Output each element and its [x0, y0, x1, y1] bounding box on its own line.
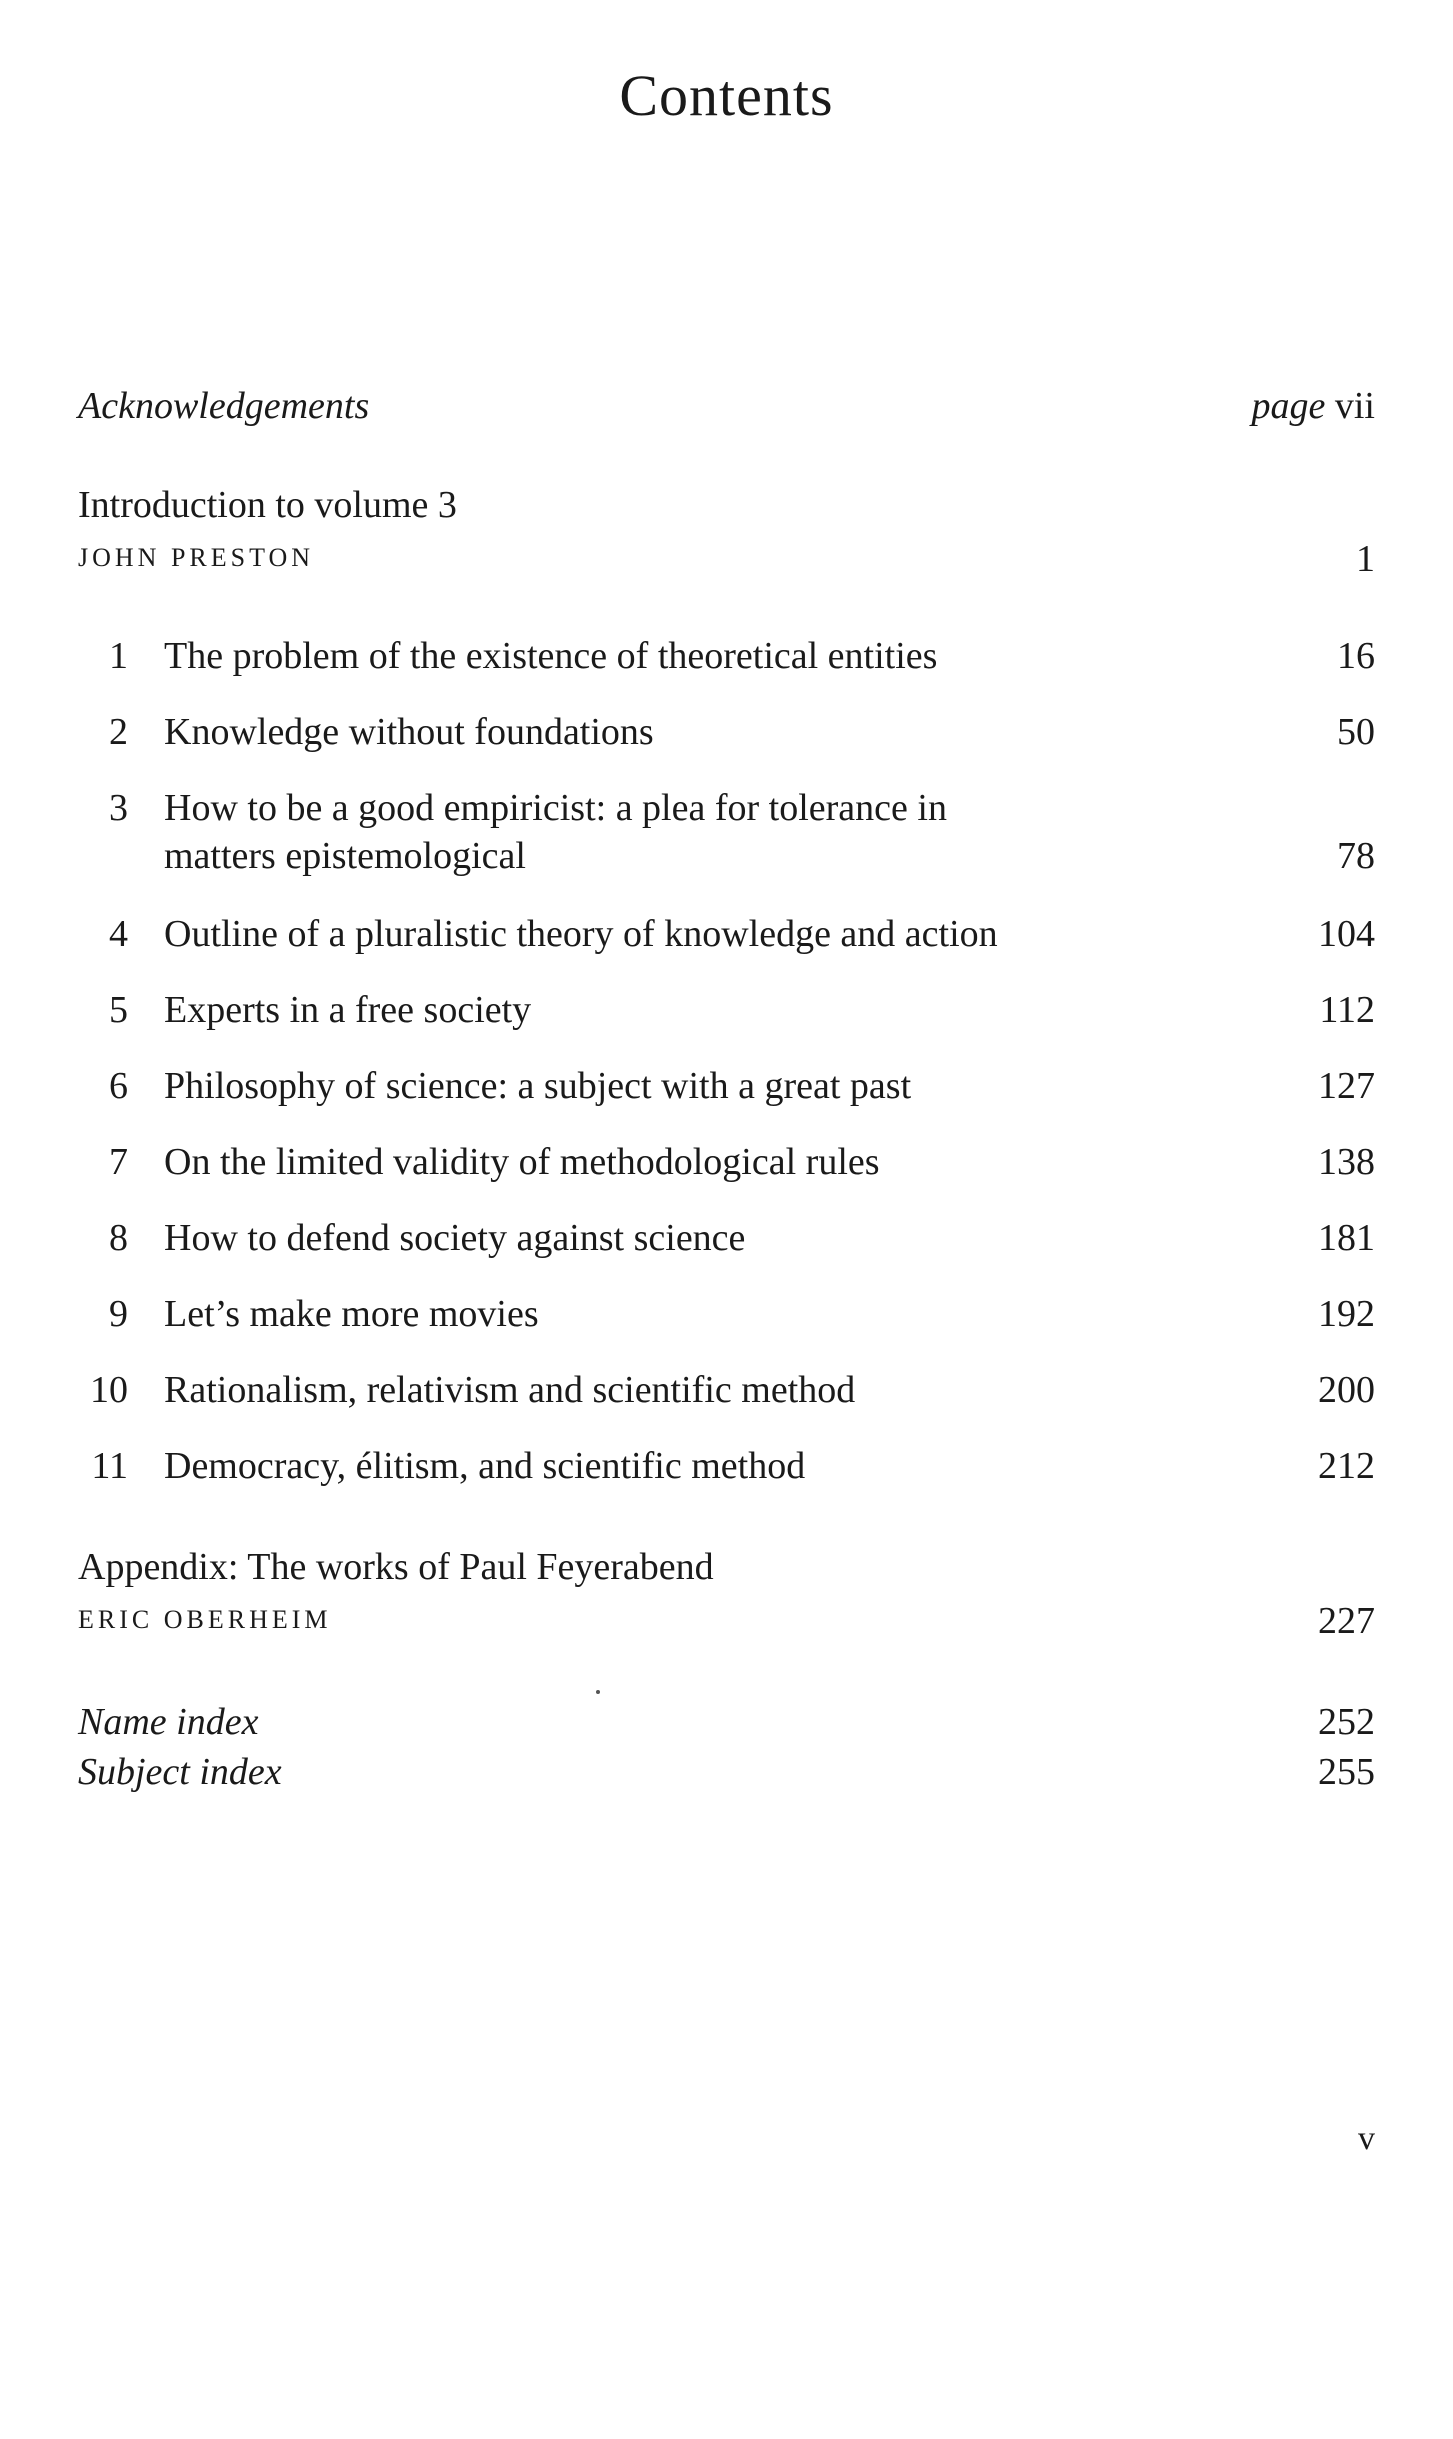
chapter-page: 200	[1318, 1369, 1375, 1411]
chapter-page: 104	[1318, 913, 1375, 955]
name-index-page: 252	[1318, 1701, 1375, 1743]
chapter-title: Experts in a free society	[164, 989, 532, 1031]
chapter-title: Knowledge without foundations	[164, 711, 654, 753]
chapter-title: Rationalism, relativism and scientific method	[164, 1369, 856, 1411]
name-index-label: Name index	[78, 1701, 259, 1743]
chapter-page: 212	[1318, 1445, 1375, 1487]
chapter-page: 78	[1337, 835, 1375, 877]
appendix-page: 227	[1318, 1600, 1375, 1642]
page-title: Contents	[619, 63, 834, 128]
chapter-title: The problem of the existence of theoretical entities	[164, 635, 938, 677]
page-prefix: page	[1251, 385, 1326, 427]
introduction-author: JOHN PRESTON	[78, 543, 315, 572]
chapter-page: 127	[1318, 1065, 1375, 1107]
chapter-page: 112	[1319, 989, 1375, 1031]
chapter-number: 1	[109, 635, 128, 677]
chapter-number: 9	[109, 1293, 128, 1335]
chapter-page: 50	[1337, 711, 1375, 753]
subject-index-label: Subject index	[78, 1751, 282, 1793]
subject-index-page: 255	[1318, 1751, 1375, 1793]
chapter-page: 16	[1337, 635, 1375, 677]
acknowledgements-label: Acknowledgements	[78, 385, 370, 427]
chapter-page: 138	[1318, 1141, 1375, 1183]
speck-mark	[596, 1690, 600, 1694]
chapter-title: Let’s make more movies	[164, 1293, 539, 1335]
chapter-page: 181	[1318, 1217, 1375, 1259]
chapter-title: Philosophy of science: a subject with a great past	[164, 1065, 912, 1107]
chapter-page: 192	[1318, 1293, 1375, 1335]
chapter-title: Democracy, élitism, and scientific method	[164, 1445, 806, 1487]
chapter-number: 8	[109, 1217, 128, 1259]
chapter-title-line-2: matters epistemological	[164, 835, 526, 877]
chapter-title: How to defend society against science	[164, 1217, 746, 1259]
appendix-title[interactable]: Appendix: The works of Paul Feyerabend	[78, 1546, 714, 1588]
chapter-number: 6	[109, 1065, 128, 1107]
page-folio: v	[1358, 2120, 1375, 2157]
toc-entry-chapter-3[interactable]	[78, 784, 1375, 884]
introduction-title[interactable]: Introduction to volume 3	[78, 484, 457, 526]
acknowledgements-page-number: vii	[1334, 385, 1375, 427]
chapter-number: 10	[90, 1369, 128, 1411]
chapter-title: Outline of a pluralistic theory of knowledge and action	[164, 913, 998, 955]
chapter-title-line-1: How to be a good empiricist: a plea for tolerance in	[164, 787, 947, 829]
chapter-number: 4	[109, 913, 128, 955]
acknowledgements-page	[1252, 382, 1376, 430]
chapter-number: 2	[109, 711, 128, 753]
appendix-author: ERIC OBERHEIM	[78, 1605, 332, 1634]
chapter-number: 7	[109, 1141, 128, 1183]
chapter-number: 3	[109, 787, 128, 829]
introduction-page: 1	[1356, 538, 1375, 580]
chapter-number: 5	[109, 989, 128, 1031]
chapter-number: 11	[91, 1445, 128, 1487]
chapter-title: On the limited validity of methodological rules	[164, 1141, 880, 1183]
